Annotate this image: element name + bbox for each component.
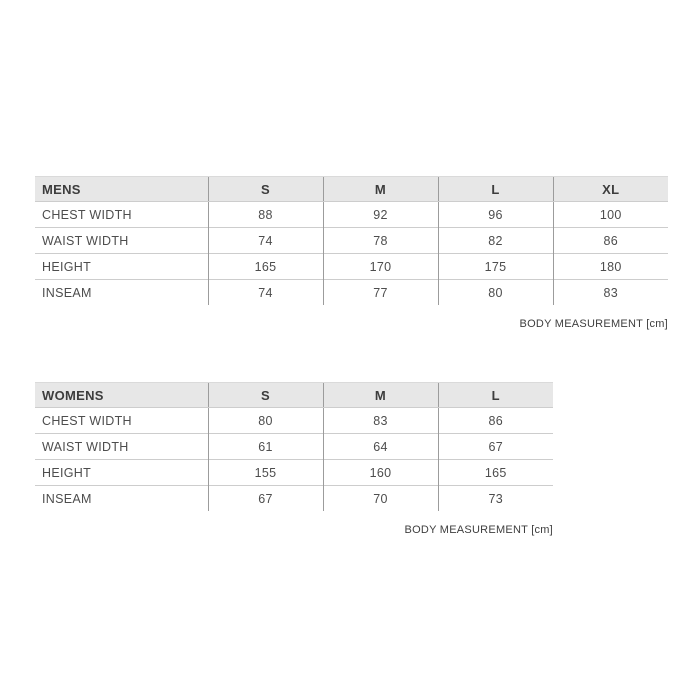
table-row-waist-width <box>35 434 553 460</box>
row-label: INSEAM <box>35 280 208 306</box>
table-cell: 165 <box>208 254 323 280</box>
table-cell: 86 <box>553 228 668 254</box>
womens-column-header-m: M <box>323 383 438 408</box>
womens-column-header-s: S <box>208 383 323 408</box>
table-cell: 61 <box>208 434 323 460</box>
table-cell: 83 <box>553 280 668 306</box>
womens-header-row <box>35 383 553 408</box>
table-cell: 175 <box>438 254 553 280</box>
table-cell: 77 <box>323 280 438 306</box>
mens-size-table <box>35 176 668 305</box>
table-cell: 86 <box>438 408 553 434</box>
mens-size-chart-section <box>35 176 668 330</box>
table-cell: 88 <box>208 202 323 228</box>
womens-column-header-l: L <box>438 383 553 408</box>
mens-column-header-m: M <box>323 177 438 202</box>
table-cell: 73 <box>438 486 553 512</box>
table-row-height <box>35 460 553 486</box>
table-cell: 78 <box>323 228 438 254</box>
table-row-inseam <box>35 280 668 306</box>
table-cell: 67 <box>208 486 323 512</box>
table-row-chest-width <box>35 408 553 434</box>
row-label: INSEAM <box>35 486 208 512</box>
womens-size-table <box>35 382 553 511</box>
table-cell: 165 <box>438 460 553 486</box>
table-cell: 74 <box>208 228 323 254</box>
mens-column-header-xl: XL <box>553 177 668 202</box>
mens-table-title: MENS <box>35 177 208 202</box>
mens-header-row <box>35 177 668 202</box>
table-cell: 80 <box>438 280 553 306</box>
womens-table-title: WOMENS <box>35 383 208 408</box>
row-label: WAIST WIDTH <box>35 434 208 460</box>
table-row-inseam <box>35 486 553 512</box>
table-cell: 92 <box>323 202 438 228</box>
table-row-height <box>35 254 668 280</box>
row-label: HEIGHT <box>35 460 208 486</box>
table-cell: 74 <box>208 280 323 306</box>
row-label: CHEST WIDTH <box>42 207 132 222</box>
womens-size-chart-section <box>35 382 553 536</box>
mens-column-header-s: S <box>208 177 323 202</box>
table-cell: 82 <box>438 228 553 254</box>
table-cell: 170 <box>323 254 438 280</box>
table-cell: 80 <box>208 408 323 434</box>
row-label: WAIST WIDTH <box>35 228 208 254</box>
table-cell: 96 <box>438 202 553 228</box>
mens-column-header-l: L <box>438 177 553 202</box>
table-row-chest-width <box>35 202 668 228</box>
table-row-waist-width <box>35 228 668 254</box>
table-cell: 100 <box>553 202 668 228</box>
row-label: CHEST WIDTH <box>42 413 132 428</box>
table-cell: 70 <box>323 486 438 512</box>
womens-body-measurement-note: BODY MEASUREMENT [cm] <box>404 524 553 536</box>
table-cell: 83 <box>323 408 438 434</box>
row-label: HEIGHT <box>35 254 208 280</box>
table-cell: 160 <box>323 460 438 486</box>
mens-body-measurement-note: BODY MEASUREMENT [cm] <box>519 318 668 330</box>
table-cell: 67 <box>438 434 553 460</box>
table-cell: 155 <box>208 460 323 486</box>
table-cell: 180 <box>553 254 668 280</box>
table-cell: 64 <box>323 434 438 460</box>
